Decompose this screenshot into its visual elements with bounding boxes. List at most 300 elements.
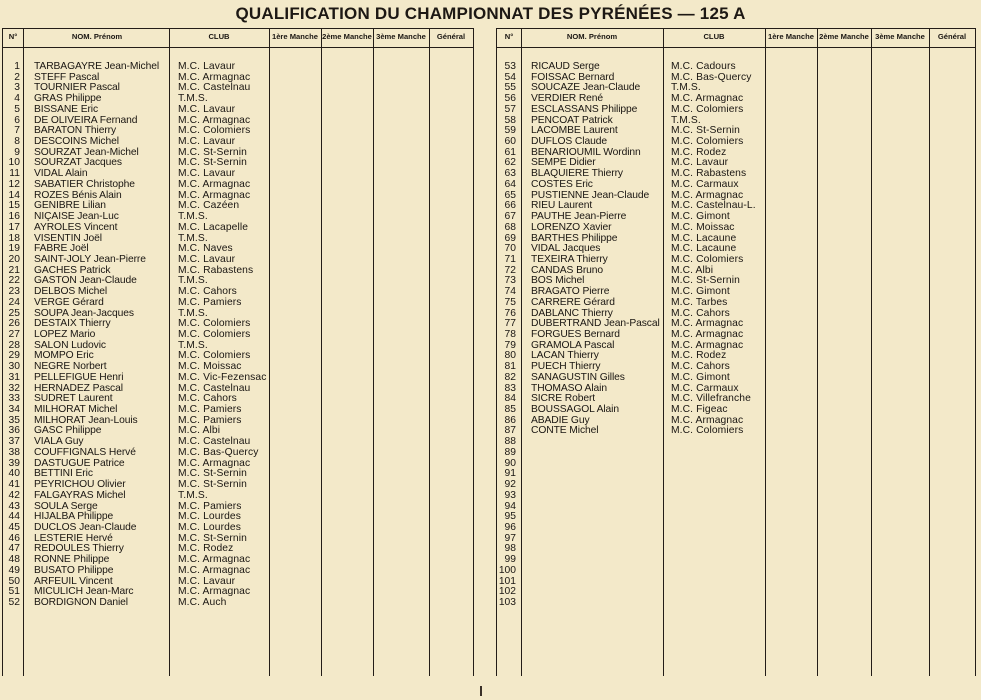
table-row <box>497 587 975 598</box>
rider-club: M.C. Cadours <box>671 61 736 72</box>
rider-number: 63 <box>504 168 516 180</box>
rider-name: SICRE Robert <box>531 393 596 405</box>
rider-number: 4 <box>14 93 20 105</box>
rider-number: 91 <box>504 468 516 480</box>
rider-club: T.M.S. <box>178 307 208 319</box>
rider-number: 42 <box>8 489 20 501</box>
rider-number: 21 <box>8 264 20 276</box>
rider-name: ABADIE Guy <box>531 414 590 426</box>
rider-club: M.C. Rodez <box>671 350 727 362</box>
rider-club: M.C. Armagnac <box>671 93 744 105</box>
table-row <box>3 491 473 502</box>
rider-club: M.C. Carmaux <box>671 178 739 190</box>
rider-club: M.C. Auch <box>178 597 227 608</box>
rider-number: 69 <box>504 232 516 244</box>
rider-number: 23 <box>8 286 20 298</box>
rider-club: T.M.S. <box>671 114 701 126</box>
rider-name: ARFEUIL Vincent <box>34 575 113 587</box>
table-row <box>497 502 975 513</box>
rider-club: M.C. Colomiers <box>178 329 251 340</box>
rider-club: M.C. Lourdes <box>178 511 242 523</box>
rider-number: 20 <box>8 253 20 265</box>
rider-name: BOS Michel <box>531 275 585 287</box>
rider-club: M.C. Colomiers <box>671 253 744 265</box>
rider-club: M.C. Lacaune <box>671 243 737 255</box>
rider-club: M.C. Colomiers <box>178 350 251 362</box>
table-row <box>497 555 975 566</box>
rider-name: SOURZAT Jacques <box>34 157 122 169</box>
header-manche-1: 1ère Manche <box>767 32 814 41</box>
table-row <box>3 62 473 73</box>
rider-name: CARRERE Gérard <box>531 296 615 308</box>
rider-name: BORDIGNON Daniel <box>34 597 128 608</box>
rider-name: PENCOAT Patrick <box>531 114 613 126</box>
rider-name: NEGRE Norbert <box>34 361 107 373</box>
rider-club: M.C. Albi <box>178 425 221 437</box>
table-row <box>3 448 473 459</box>
rider-name: PEYRICHOU Olivier <box>34 479 126 491</box>
table-row <box>3 298 473 309</box>
rider-club: M.C. Colomiers <box>671 425 744 437</box>
column-divider <box>473 28 474 676</box>
table-row <box>497 223 975 234</box>
rider-number: 94 <box>504 500 516 512</box>
rider-number: 76 <box>504 307 516 319</box>
rider-number: 12 <box>8 178 20 190</box>
rider-name: MILHORAT Jean-Louis <box>34 414 138 426</box>
rider-number: 89 <box>504 446 516 458</box>
rider-club: M.C. Tarbes <box>671 296 728 308</box>
table-row <box>497 255 975 266</box>
rider-number: 45 <box>8 521 20 533</box>
table-row <box>497 105 975 116</box>
rider-name: MICULICH Jean-Marc <box>34 586 134 598</box>
rider-club: T.M.S. <box>178 275 208 287</box>
rider-club: M.C. Cahors <box>671 361 730 373</box>
rider-name: SANAGUSTIN Gilles <box>531 371 625 383</box>
rider-number: 29 <box>8 350 20 362</box>
rider-name: DASTUGUE Patrice <box>34 457 125 469</box>
header-name: NOM. Prénom <box>71 32 123 41</box>
table-row <box>3 105 473 116</box>
rider-number: 64 <box>504 178 516 190</box>
table-row <box>3 180 473 191</box>
table-row <box>497 491 975 502</box>
rider-club: M.C. Rabastens <box>178 264 254 276</box>
rider-club: M.C. Lacapelle <box>178 221 249 233</box>
rider-number: 71 <box>504 253 516 265</box>
rider-club: M.C. Castelnau <box>178 82 251 94</box>
table-row <box>497 534 975 545</box>
left-table-header <box>3 28 473 48</box>
rider-number: 92 <box>504 479 516 491</box>
rider-club: M.C. Figeac <box>671 404 728 416</box>
rider-club: M.C. Castelnau-L. <box>671 200 756 212</box>
rider-club: M.C. St-Sernin <box>178 146 247 158</box>
rider-number: 49 <box>8 564 20 576</box>
rider-number: 48 <box>8 554 20 566</box>
rider-number: 93 <box>504 489 516 501</box>
header-manche-2: 2ème Manche <box>819 32 869 41</box>
rider-name: REDOULES Thierry <box>34 543 124 555</box>
rider-number: 18 <box>8 232 20 244</box>
rider-club: M.C. St-Sernin <box>178 157 247 169</box>
rider-name: SOUCAZE Jean-Claude <box>531 82 641 94</box>
rider-number: 95 <box>504 511 516 523</box>
rider-number: 51 <box>8 586 20 598</box>
rider-name: LESTERIE Hervé <box>34 532 113 544</box>
rider-club: T.M.S. <box>178 339 208 351</box>
rider-name: SUDRET Laurent <box>34 393 113 405</box>
rider-club: M.C. Albi <box>671 264 714 276</box>
rider-club: M.C. St-Sernin <box>178 532 247 544</box>
rider-number: 58 <box>504 114 516 126</box>
rider-number: 15 <box>8 200 20 212</box>
rider-name: CONTE Michel <box>531 425 599 437</box>
rider-number: 61 <box>504 146 516 158</box>
rider-club: M.C. Lourdes <box>178 521 242 533</box>
table-row <box>497 480 975 491</box>
rider-name: ESCLASSANS Philippe <box>531 103 638 115</box>
rider-number: 7 <box>14 125 20 137</box>
rider-club: M.C. Armagnac <box>178 554 251 566</box>
header-general: Général <box>436 32 466 41</box>
rider-club: M.C. Cazéen <box>178 200 240 212</box>
rider-name: SABATIER Christophe <box>34 178 135 190</box>
rider-name: GACHES Patrick <box>34 264 111 276</box>
rider-name: VIALA Guy <box>34 436 84 448</box>
rider-number: 85 <box>504 404 516 416</box>
rider-club: M.C. Gimont <box>671 211 730 223</box>
table-row <box>497 459 975 470</box>
rider-number: 40 <box>8 468 20 480</box>
rider-name: NIÇAISE Jean-Luc <box>34 211 119 223</box>
rider-number: 96 <box>504 521 516 533</box>
rider-number: 26 <box>8 318 20 330</box>
rider-number: 56 <box>504 93 516 105</box>
rider-number: 35 <box>8 414 20 426</box>
rider-number: 47 <box>8 543 20 555</box>
rider-number: 22 <box>8 275 20 287</box>
rider-name: DELBOS Michel <box>34 286 108 298</box>
rider-number: 72 <box>504 264 516 276</box>
rider-number: 66 <box>504 200 516 212</box>
rider-club: M.C. Rabastens <box>671 168 747 180</box>
rider-number: 103 <box>498 597 516 608</box>
rider-number: 8 <box>14 136 20 148</box>
rider-name: GASTON Jean-Claude <box>34 275 137 287</box>
rider-name: BISSANE Eric <box>34 103 99 115</box>
rider-number: 46 <box>8 532 20 544</box>
rider-club: T.M.S. <box>178 489 208 501</box>
rider-club: M.C. Lavaur <box>178 103 236 115</box>
rider-number: 14 <box>8 189 20 201</box>
rider-number: 11 <box>9 168 20 180</box>
rider-name: GRAS Philippe <box>34 93 102 105</box>
rider-number: 80 <box>504 350 516 362</box>
rider-number: 99 <box>504 554 516 566</box>
rider-club: M.C. Lavaur <box>178 136 236 148</box>
table-row <box>497 523 975 534</box>
rider-name: AYROLES Vincent <box>34 221 118 233</box>
header-num: N° <box>504 32 514 41</box>
rider-club: M.C. Armagnac <box>671 414 744 426</box>
rider-name: VERGE Gérard <box>34 296 104 308</box>
rider-name: DUCLOS Jean-Claude <box>34 521 137 533</box>
rider-club: M.C. Cahors <box>671 307 730 319</box>
rider-number: 16 <box>8 211 20 223</box>
rider-number: 54 <box>504 71 516 83</box>
rider-club: M.C. Villefranche <box>671 393 751 405</box>
rider-number: 32 <box>8 382 20 394</box>
rider-name: HIJALBA Philippe <box>34 511 114 523</box>
rider-number: 17 <box>8 221 20 233</box>
rider-number: 53 <box>504 61 516 72</box>
rider-name: BRAGATO Pierre <box>531 286 610 298</box>
rider-name: DUBERTRAND Jean-Pascal <box>531 318 660 330</box>
table-row <box>3 566 473 577</box>
rider-name: DUFLOS Claude <box>531 136 607 148</box>
rider-name: FABRE Joël <box>34 243 89 255</box>
rider-number: 55 <box>504 82 516 94</box>
rider-number: 10 <box>8 157 20 169</box>
rider-number: 62 <box>504 157 516 169</box>
rider-club: M.C. Castelnau <box>178 436 251 448</box>
rider-name: BARTHES Philippe <box>531 232 618 244</box>
rider-name: VIDAL Alain <box>34 168 88 180</box>
left-table <box>2 28 473 676</box>
rider-number: 5 <box>14 103 20 115</box>
rider-number: 3 <box>14 82 20 94</box>
header-club: CLUB <box>703 32 725 41</box>
rider-number: 84 <box>504 393 516 405</box>
rider-club: M.C. Lavaur <box>178 253 236 265</box>
rider-club: M.C. Pamiers <box>178 414 242 426</box>
rider-name: PUSTIENNE Jean-Claude <box>531 189 650 201</box>
rider-number: 59 <box>504 125 516 137</box>
rider-number: 90 <box>504 457 516 469</box>
rider-number: 74 <box>504 286 516 298</box>
rider-name: SALON Ludovic <box>34 339 106 351</box>
rider-number: 43 <box>8 500 20 512</box>
rider-club: M.C. Armagnac <box>178 189 251 201</box>
rider-number: 44 <box>8 511 20 523</box>
rider-number: 70 <box>504 243 516 255</box>
rider-number: 100 <box>498 564 516 576</box>
rider-number: 81 <box>504 361 516 373</box>
rider-name: THOMASO Alain <box>531 382 607 394</box>
rider-club: T.M.S. <box>178 93 208 105</box>
rider-club: M.C. Colomiers <box>178 318 251 330</box>
table-row <box>3 373 473 384</box>
rider-club: M.C. Armagnac <box>178 114 251 126</box>
rider-club: M.C. Armagnac <box>178 586 251 598</box>
rider-number: 67 <box>504 211 516 223</box>
table-row <box>497 298 975 309</box>
table-row <box>3 523 473 534</box>
rider-club: M.C. Armagnac <box>671 339 744 351</box>
rider-number: 57 <box>504 103 516 115</box>
table-row <box>3 598 473 609</box>
rider-club: M.C. Colomiers <box>671 103 744 115</box>
rider-number: 75 <box>504 296 516 308</box>
rider-club: T.M.S. <box>178 232 208 244</box>
rider-number: 86 <box>504 414 516 426</box>
rider-name: BLAQUIERE Thierry <box>531 168 623 180</box>
rider-name: SOUPA Jean-Jacques <box>34 307 134 319</box>
rider-number: 30 <box>8 361 20 373</box>
table-row <box>497 544 975 555</box>
rider-name: VISENTIN Joël <box>34 232 102 244</box>
rider-name: PAUTHE Jean-Pierre <box>531 211 627 223</box>
table-row <box>497 62 975 73</box>
rider-club: M.C. Pamiers <box>178 404 242 416</box>
rider-name: HERNADEZ Pascal <box>34 382 123 394</box>
right-table <box>496 28 975 676</box>
table-row <box>497 598 975 609</box>
rider-club: M.C. St-Sernin <box>671 275 740 287</box>
rider-club: M.C. St-Sernin <box>178 468 247 480</box>
rider-name: GRAMOLA Pascal <box>531 339 615 351</box>
table-row <box>497 469 975 480</box>
rider-number: 82 <box>504 371 516 383</box>
rider-number: 28 <box>8 339 20 351</box>
rider-club: M.C. Lavaur <box>671 157 729 169</box>
rider-name: MILHORAT Michel <box>34 404 118 416</box>
rider-club: T.M.S. <box>178 211 208 223</box>
rider-name: GENIBRE Lilian <box>34 200 106 212</box>
table-row <box>3 255 473 266</box>
rider-number: 50 <box>8 575 20 587</box>
rider-name: VIDAL Jacques <box>531 243 601 255</box>
page-fold-mark <box>480 686 482 696</box>
rider-number: 39 <box>8 457 20 469</box>
rider-name: PUECH Thierry <box>531 361 601 373</box>
rider-number: 97 <box>504 532 516 544</box>
rider-name: SOURZAT Jean-Michel <box>34 146 139 158</box>
rider-name: TEXEIRA Thierry <box>531 253 608 265</box>
header-num: N° <box>8 32 18 41</box>
rider-name: TARBAGAYRE Jean-Michel <box>34 61 160 72</box>
rider-number: 77 <box>504 318 516 330</box>
rider-name: CANDAS Bruno <box>531 264 604 276</box>
rider-number: 9 <box>14 146 20 158</box>
rider-name: FORGUES Bernard <box>531 329 620 340</box>
table-row <box>497 566 975 577</box>
rider-name: ROZES Bénis Alain <box>34 189 122 201</box>
rider-club: M.C. Armagnac <box>671 318 744 330</box>
rider-name: PELLEFIGUE Henri <box>34 371 124 383</box>
rider-name: VERDIER René <box>531 93 604 105</box>
column-divider <box>975 28 976 676</box>
rider-name: COSTES Eric <box>531 178 593 190</box>
rider-number: 2 <box>14 71 20 83</box>
rider-club: M.C. Pamiers <box>178 500 242 512</box>
rider-name: GASC Philippe <box>34 425 102 437</box>
rider-name: MOMPO Eric <box>34 350 94 362</box>
rider-club: M.C. Armagnac <box>178 457 251 469</box>
header-manche-3: 3ème Manche <box>875 32 925 41</box>
rider-club: M.C. Carmaux <box>671 382 739 394</box>
rider-number: 41 <box>8 479 20 491</box>
rider-club: M.C. Moissac <box>671 221 735 233</box>
header-general: Général <box>937 32 967 41</box>
table-row <box>497 426 975 437</box>
right-table-header <box>497 28 975 48</box>
rider-club: M.C. Lavaur <box>178 168 236 180</box>
rider-number: 24 <box>8 296 20 308</box>
rider-club: M.C. Lacaune <box>671 232 737 244</box>
rider-name: BUSATO Philippe <box>34 564 114 576</box>
rider-name: FOISSAC Bernard <box>531 71 615 83</box>
rider-club: M.C. Cahors <box>178 286 237 298</box>
rider-name: SOULA Serge <box>34 500 98 512</box>
rider-name: LORENZO Xavier <box>531 221 612 233</box>
rider-name: DESTAIX Thierry <box>34 318 111 330</box>
rider-club: M.C. Pamiers <box>178 296 242 308</box>
rider-club: M.C. Moissac <box>178 361 242 373</box>
rider-number: 83 <box>504 382 516 394</box>
page-title: QUALIFICATION DU CHAMPIONNAT DES PYRÉNÉES — 125 A <box>235 4 746 23</box>
rider-club: M.C. Bas-Quercy <box>178 446 259 458</box>
rider-number: 34 <box>8 404 20 416</box>
rider-name: BOUSSAGOL Alain <box>531 404 619 416</box>
rider-number: 78 <box>504 329 516 340</box>
rider-number: 27 <box>8 329 20 340</box>
rider-club: T.M.S. <box>671 82 701 94</box>
rider-number: 79 <box>504 339 516 351</box>
rider-name: BENARIOUMIL Wordinn <box>531 146 641 158</box>
table-row <box>497 437 975 448</box>
rider-club: M.C. Gimont <box>671 286 730 298</box>
header-manche-1: 1ère Manche <box>271 32 318 41</box>
rider-number: 102 <box>498 586 516 598</box>
header-manche-3: 3ème Manche <box>376 32 426 41</box>
rider-club: M.C. Rodez <box>178 543 234 555</box>
header-manche-2: 2ème Manche <box>322 32 372 41</box>
rider-number: 31 <box>8 371 20 383</box>
table-row <box>3 330 473 341</box>
rider-club: M.C. Lavaur <box>178 575 236 587</box>
rider-club: M.C. Armagnac <box>671 329 744 340</box>
rider-name: DESCOINS Michel <box>34 136 119 148</box>
rider-name: LOPEZ Mario <box>34 329 96 340</box>
rider-name: RICAUD Serge <box>531 61 600 72</box>
rider-number: 98 <box>504 543 516 555</box>
rider-name: LACAN Thierry <box>531 350 599 362</box>
rider-club: M.C. Lavaur <box>178 61 236 72</box>
table-row <box>497 577 975 588</box>
rider-number: 6 <box>14 114 20 126</box>
rider-name: RONNE Philippe <box>34 554 110 566</box>
rider-number: 101 <box>498 575 516 587</box>
rider-name: STEFF Pascal <box>34 71 100 83</box>
rider-club: M.C. Castelnau <box>178 382 251 394</box>
rider-club: M.C. Colomiers <box>671 136 744 148</box>
rider-club: M.C. St-Sernin <box>671 125 740 137</box>
rider-club: M.C. Bas-Quercy <box>671 71 752 83</box>
rider-club: M.C. Colomiers <box>178 125 251 137</box>
rider-number: 73 <box>504 275 516 287</box>
rider-name: BETTINI Eric <box>34 468 93 480</box>
rider-name: SEMPE Didier <box>531 157 596 169</box>
rider-number: 19 <box>8 243 20 255</box>
rider-number: 36 <box>8 425 20 437</box>
rider-number: 25 <box>8 307 20 319</box>
rider-name: TOURNIER Pascal <box>34 82 120 94</box>
table-row <box>497 373 975 384</box>
rider-club: M.C. St-Sernin <box>178 479 247 491</box>
